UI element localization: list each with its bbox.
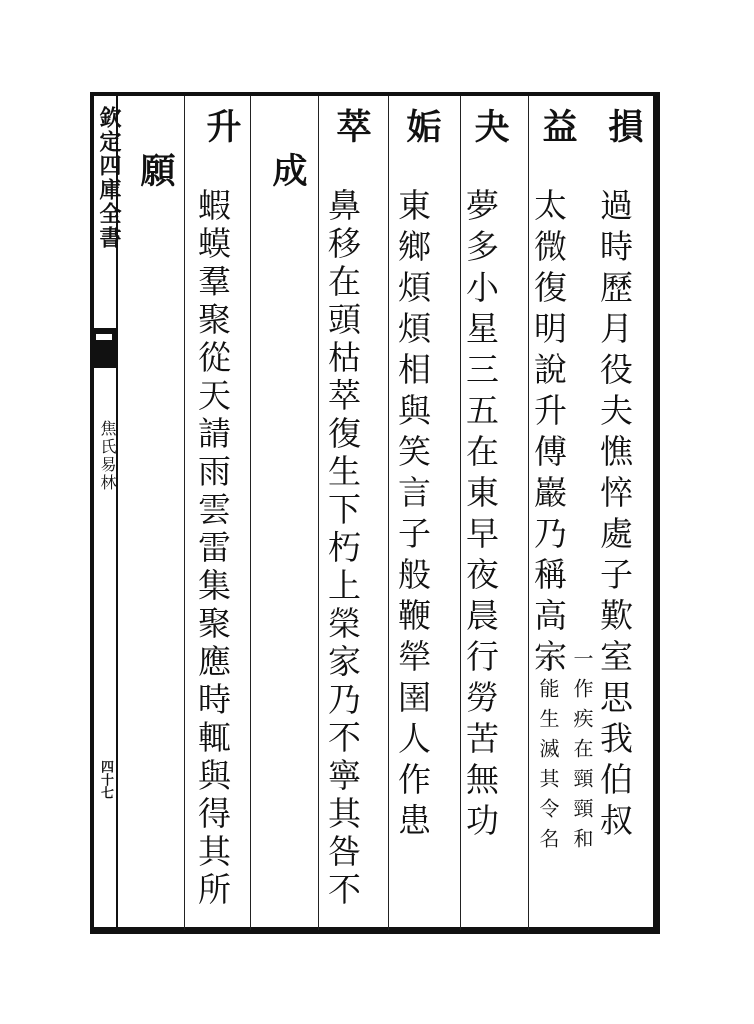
- verse-text: 蝦蟆羣聚從天請雨雲雷集聚應時輒與得其所: [193, 188, 232, 910]
- hexagram-heading: 損: [603, 108, 644, 143]
- annotation-note: 一作疾在頸頸和: [570, 648, 594, 858]
- verse-text: 夢多小星三五在東早夜晨行勞苦無功: [461, 188, 500, 844]
- verse-text: 過時歷月役夫憔悴處子歎室思我伯叔: [595, 188, 634, 844]
- column-rule: [184, 96, 185, 930]
- verse-text: 東鄉煩煩相與笑言子般鞭犖圉人作患: [393, 188, 432, 844]
- hexagram-heading: 益: [537, 108, 578, 143]
- hexagram-heading: 升: [201, 108, 242, 143]
- column-rule: [318, 96, 319, 930]
- verse-text: 太微復明說升傅巖乃稱高宗: [529, 188, 568, 680]
- column-rule: [388, 96, 389, 930]
- verse-text: 鼻移在頭枯萃復生下朽上榮家乃不寧其咎不: [323, 188, 362, 910]
- column-rule: [250, 96, 251, 930]
- margin-page-number: 四十七: [98, 760, 113, 799]
- margin-book-title: 欽定四庫全書: [96, 106, 122, 250]
- continuation-char: 願: [135, 152, 176, 187]
- hexagram-heading: 萃: [331, 108, 372, 143]
- hexagram-heading: 姤: [401, 108, 442, 143]
- continuation-char: 成: [267, 152, 308, 187]
- annotation-note: 不能生滅其令名: [536, 648, 560, 858]
- fishtail-mark: [92, 328, 116, 368]
- margin-section-title: 焦氏易林: [98, 420, 117, 492]
- hexagram-heading: 夬: [469, 108, 510, 143]
